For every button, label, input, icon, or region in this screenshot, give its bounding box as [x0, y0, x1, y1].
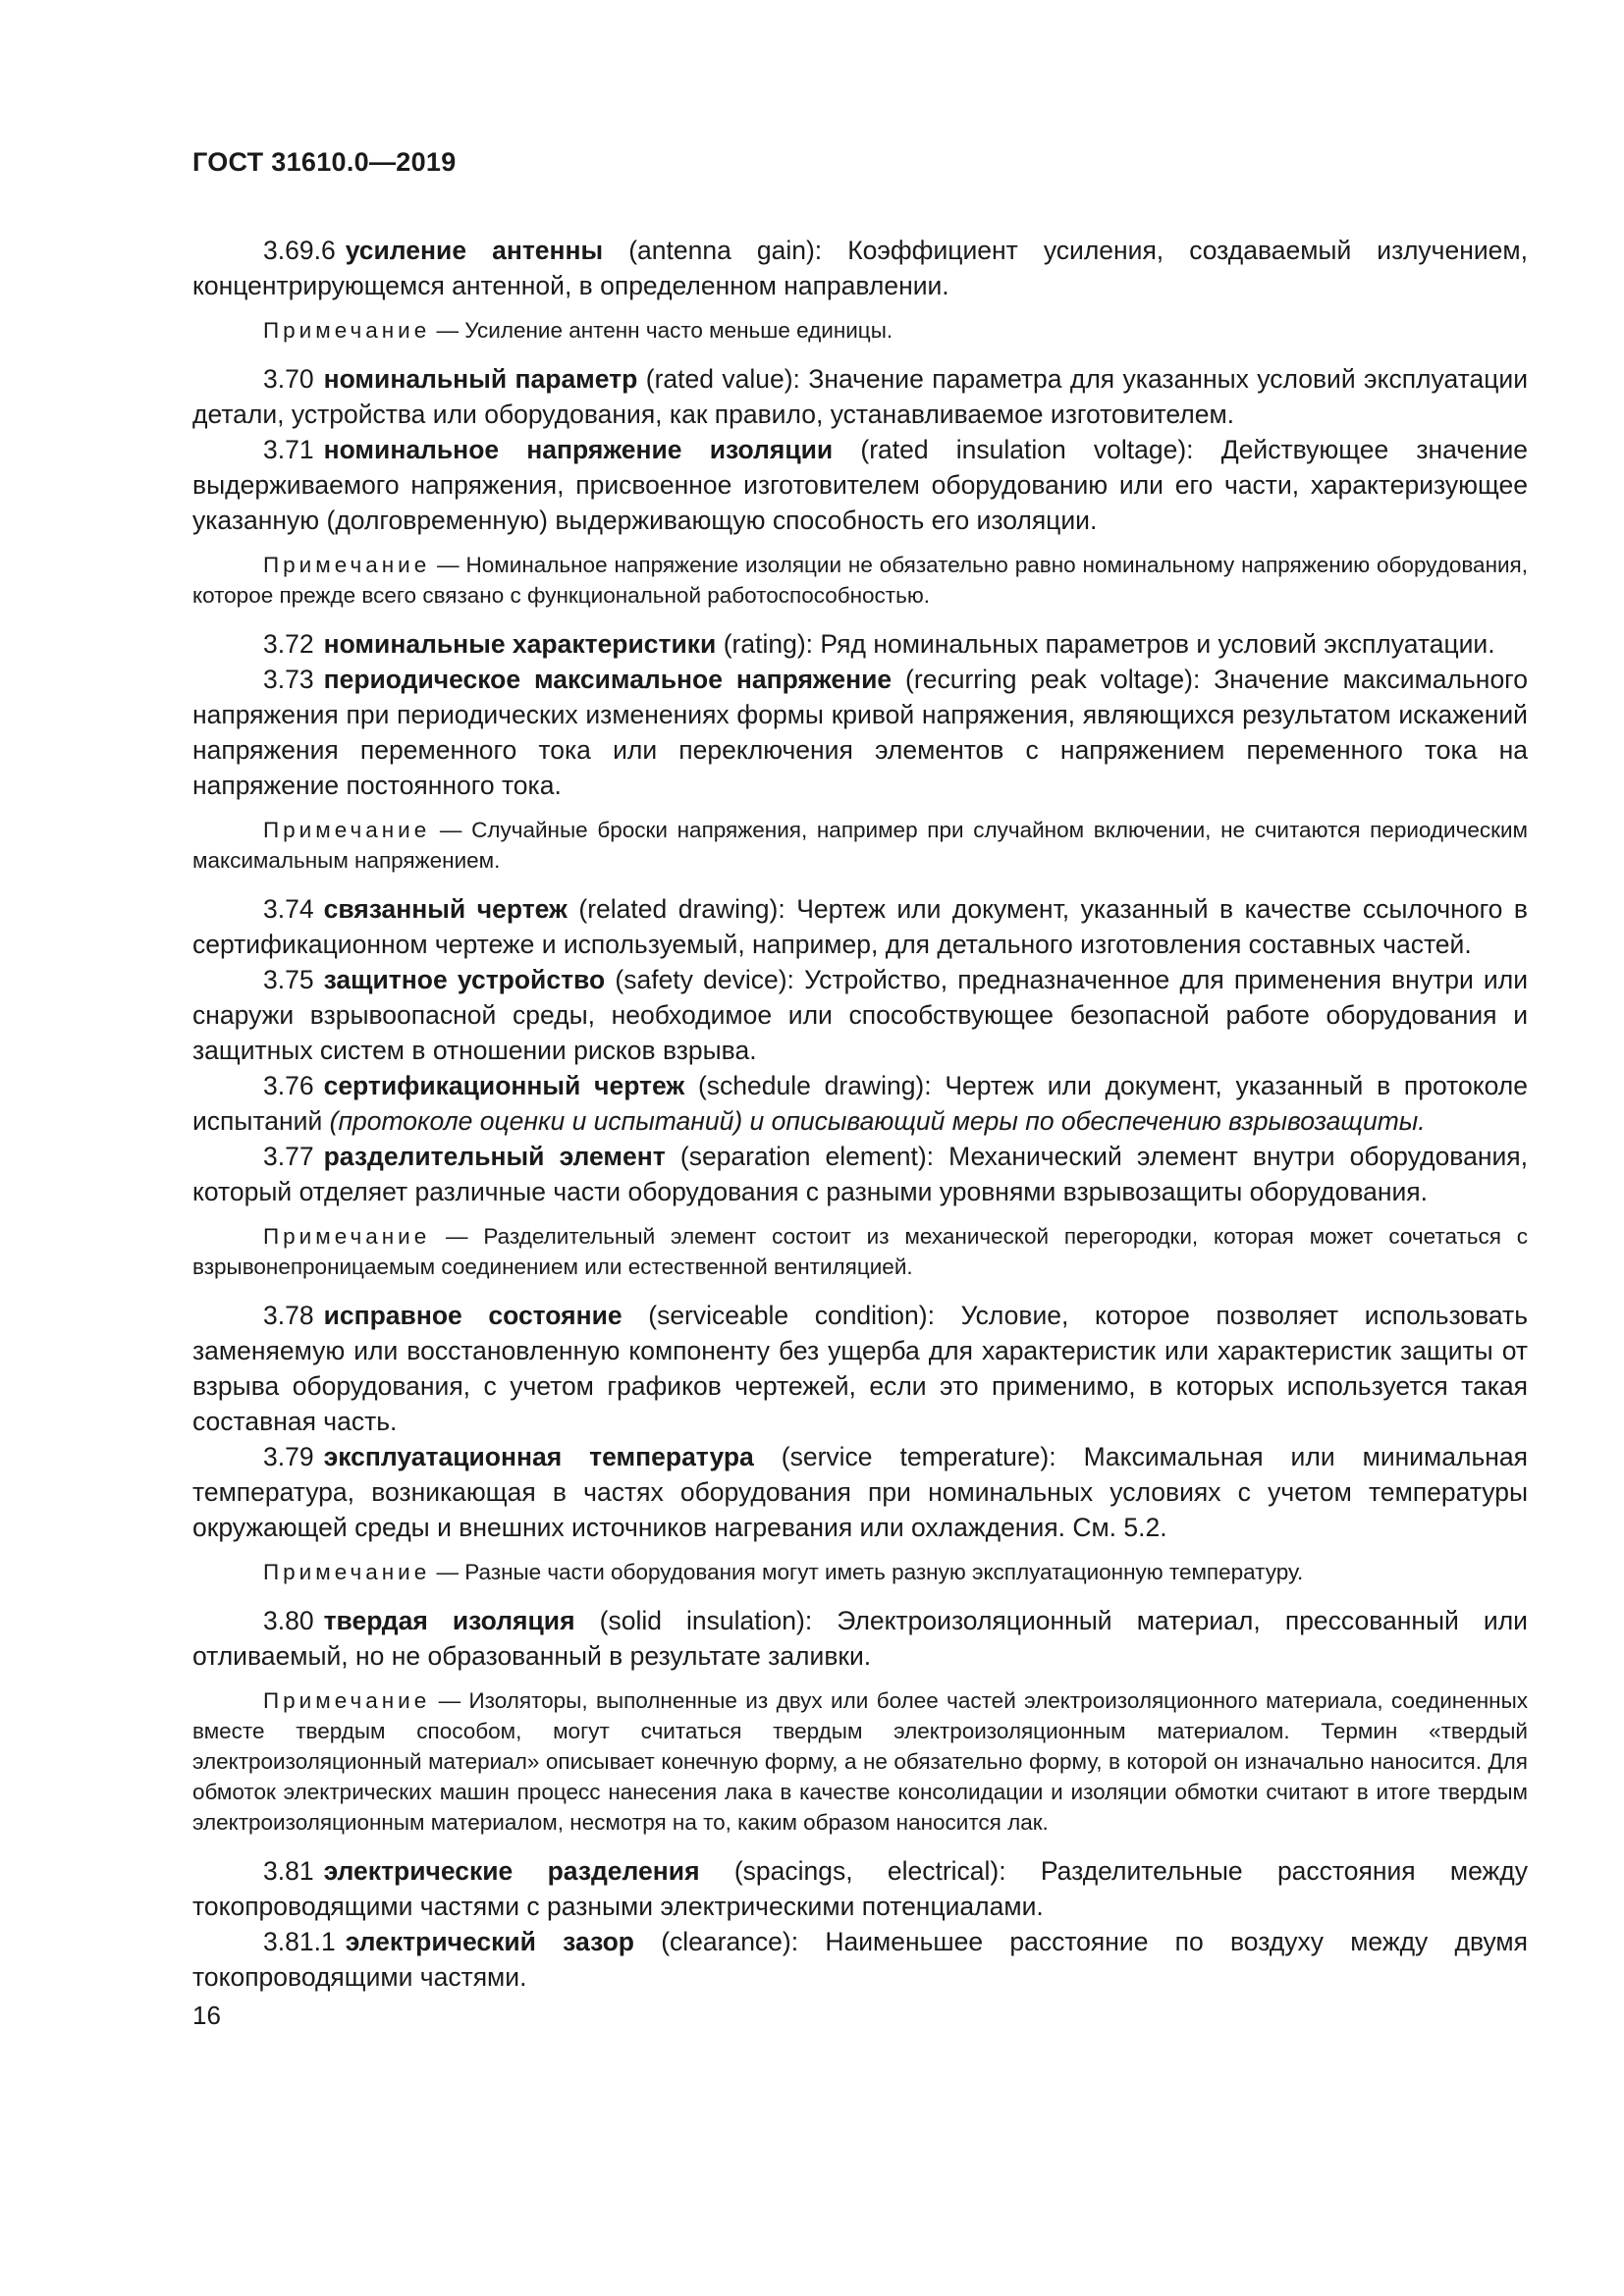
note-label: Примечание	[263, 1560, 431, 1584]
entry-definition: Действующее значение выдерживаемого напряжения, присвоенное изготовителем оборудованию или его части, характеризующее указанную (долговременную) выдерживающую способность его изоляции.	[192, 435, 1529, 535]
note-label: Примечание	[263, 318, 431, 343]
entry-term: электрические разделения	[323, 1856, 700, 1886]
note-3-71	[192, 550, 1528, 611]
entry-3-76	[192, 1068, 1528, 1139]
note-text: — Усиление антенн часто меньше единицы.	[430, 318, 893, 343]
entry-number: 3.75	[263, 965, 314, 994]
entry-number: 3.78	[263, 1301, 314, 1330]
entry-english-term: (schedule drawing):	[684, 1071, 946, 1100]
entry-english-term: (safety device):	[605, 965, 805, 994]
note-3-79	[192, 1557, 1528, 1587]
entry-english-term: (clearance):	[633, 1927, 826, 1956]
entry-english-term: (spacings, electrical):	[699, 1856, 1041, 1886]
entry-3-81-1	[192, 1924, 1528, 1995]
entry-3-72	[192, 626, 1528, 662]
entry-number: 3.70	[263, 364, 314, 394]
entry-english-term: (rated insulation voltage):	[833, 435, 1221, 464]
entry-definition: Ряд номинальных параметров и условий эксплуатации.	[820, 629, 1495, 659]
entry-english-term: (related drawing):	[567, 894, 797, 924]
note-text: — Случайные броски напряжения, например при случайном включении, не считаются периодическим максимальным напряжением.	[192, 818, 1528, 873]
entry-definition: Наименьшее расстояние по воздуху между двумя токопроводящими частями.	[192, 1927, 1528, 1992]
entry-3-70	[192, 361, 1528, 432]
page-number: 16	[192, 2001, 221, 2030]
note-3-77	[192, 1221, 1528, 1282]
entry-3-80	[192, 1603, 1528, 1674]
entry-number: 3.76	[263, 1071, 314, 1100]
entry-definition: Механический элемент внутри оборудования, который отделяет различные части оборудования с разными уровнями взрывозащиты оборудования.	[192, 1142, 1528, 1206]
entry-english-term: (recurring peak voltage):	[892, 665, 1215, 694]
entry-definition: Коэффициент усиления, создаваемый излучением, концентрирующемся антенной, в определенном направлении.	[192, 236, 1528, 300]
entry-term: номинальное напряжение изоляции	[323, 435, 834, 464]
entry-definition: Электроизоляционный материал, прессованный или отливаемый, но не образованный в результате заливки.	[192, 1606, 1528, 1671]
entry-3-75	[192, 962, 1528, 1068]
entry-number: 3.77	[263, 1142, 314, 1171]
note-3-73	[192, 815, 1528, 876]
entry-english-term: (solid insulation):	[574, 1606, 838, 1635]
entry-number: 3.72	[263, 629, 314, 659]
entry-definition: Значение параметра для указанных условий эксплуатации детали, устройства или оборудования, как правило, устанавливаемое изготовителем.	[192, 364, 1528, 429]
note-label: Примечание	[263, 1688, 431, 1713]
entry-term: периодическое максимальное напряжение	[323, 665, 893, 694]
entry-definition: Максимальная или минимальная температура, возникающая в частях оборудования при номинальных условиях с учетом температуры окружающей среды и внешних источников нагревания или охлаждения. См. 5.2.	[192, 1442, 1529, 1542]
entry-3-78	[192, 1298, 1528, 1439]
entry-definition: Устройство, предназначенное для применения внутри или снаружи взрывоопасной среды, необходимое или способствующее безопасной работе оборудования и защитных систем в отношении рисков взрыва.	[192, 965, 1529, 1065]
entry-term: исправное состояние	[323, 1301, 623, 1330]
entry-term: усиление антенны	[345, 236, 604, 265]
note-3-69-6	[192, 315, 1528, 346]
entry-3-74	[192, 891, 1528, 962]
entry-term: эксплуатационная температура	[323, 1442, 754, 1471]
entry-3-69-6	[192, 233, 1528, 303]
entry-definition: Условие, которое позволяет использовать заменяемую или восстановленную компоненту без ущерба для характеристик или характеристик защиты от взрыва оборудования, с учетом графиков чертежей, если это применимо, в которых используется такая составная часть.	[192, 1301, 1528, 1436]
entry-number: 3.81	[263, 1856, 314, 1886]
note-text: — Изоляторы, выполненные из двух или более частей электроизоляционного материала, соединенных вместе твердым способом, могут считаться твердым электроизоляционным материалом. Термин «твердый электроизоляционный материал» описывает конечную форму, а не обязательно форму, в которой он изначально наносится. Для обмоток электрических машин процесс нанесения лака в качестве консолидации и изоляции обмотки считают в итоге твердым электроизоляционным материалом, несмотря на то, каким образом наносится лак.	[192, 1688, 1528, 1835]
entry-definition: Значение максимального напряжения при периодических изменениях формы кривой напряжения, являющихся результатом искажений напряжения переменного тока или переключения элементов с напряжением переменного тока на напряжение постоянного тока.	[192, 665, 1529, 800]
entry-term: номинальные характеристики	[323, 629, 717, 659]
note-text: — Номинальное напряжение изоляции не обязательно равно номинальному напряжению оборудования, которое прежде всего связано с функциональной работоспособностью.	[192, 553, 1528, 608]
note-3-80	[192, 1685, 1528, 1838]
entry-3-71	[192, 432, 1528, 538]
entry-3-79	[192, 1439, 1528, 1545]
entry-term: номинальный параметр	[323, 364, 638, 394]
entry-english-term: (antenna gain):	[603, 236, 848, 265]
entry-number: 3.74	[263, 894, 314, 924]
document-code-header: ГОСТ 31610.0—2019	[192, 147, 457, 177]
entry-term: твердая изоляция	[323, 1606, 575, 1635]
entry-number: 3.71	[263, 435, 314, 464]
entry-3-81	[192, 1853, 1528, 1924]
entry-definition: Разделительные расстояния между токопроводящими частями с разными электрическими потенциалами.	[192, 1856, 1528, 1921]
entry-term: электрический зазор	[345, 1927, 634, 1956]
entry-term: разделительный элемент	[323, 1142, 666, 1171]
entry-term: защитное устройство	[323, 965, 606, 994]
entry-definition: Чертеж или документ, указанный в протоколе испытаний	[192, 1071, 1528, 1136]
entry-english-term: (service temperature):	[753, 1442, 1084, 1471]
entry-number: 3.80	[263, 1606, 314, 1635]
note-label: Примечание	[263, 1224, 431, 1249]
entry-number: 3.73	[263, 665, 314, 694]
entry-english-term: (serviceable condition):	[622, 1301, 961, 1330]
entry-number: 3.79	[263, 1442, 314, 1471]
entry-term: связанный чертеж	[323, 894, 568, 924]
entry-english-term: (rating):	[716, 629, 821, 659]
entry-definition-italic: (протоколе оценки и испытаний) и описывающий меры по обеспечению взрывозащиты.	[322, 1106, 1426, 1136]
entry-number: 3.81.1	[263, 1927, 336, 1956]
note-text: — Разделительный элемент состоит из механической перегородки, которая может сочетаться с взрывонепроницаемым соединением или естественной вентиляцией.	[192, 1224, 1528, 1279]
entry-term: сертификационный чертеж	[323, 1071, 685, 1100]
entry-number: 3.69.6	[263, 236, 336, 265]
note-label: Примечание	[263, 818, 431, 842]
entry-3-73	[192, 662, 1528, 803]
note-text: — Разные части оборудования могут иметь разную эксплуатационную температуру.	[430, 1560, 1304, 1584]
entry-3-77	[192, 1139, 1528, 1209]
document-page	[192, 147, 1528, 2031]
entry-english-term: (separation element):	[665, 1142, 949, 1171]
entry-english-term: (rated value):	[637, 364, 809, 394]
entry-definition: Чертеж или документ, указанный в качестве ссылочного в сертификационном чертеже и используемый, например, для детального изготовления составных частей.	[192, 894, 1528, 959]
note-label: Примечание	[263, 553, 431, 577]
